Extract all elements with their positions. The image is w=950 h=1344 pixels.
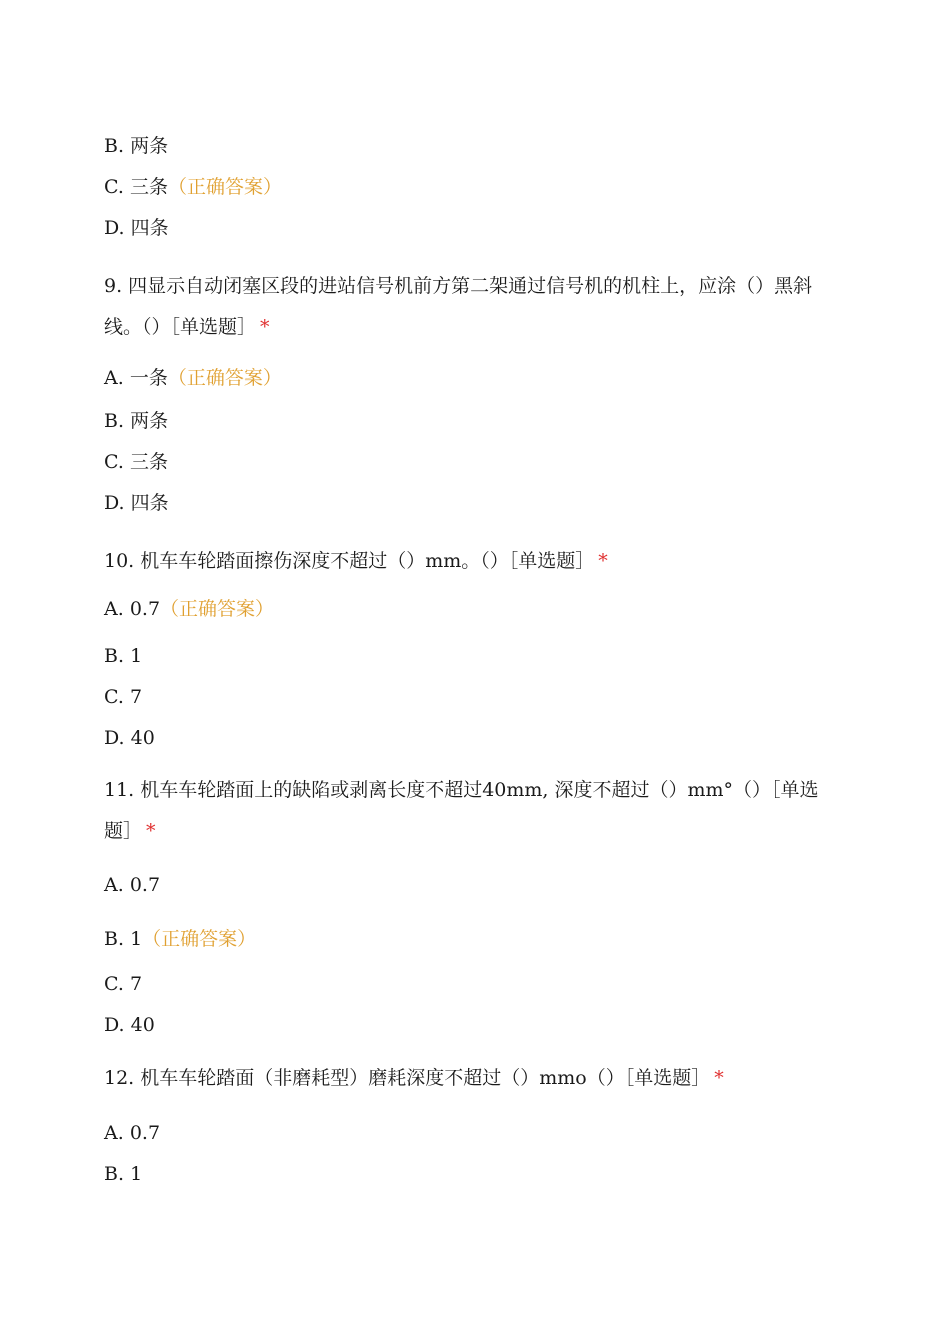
option-label: A.: [104, 367, 124, 389]
option-label: A.: [104, 1122, 124, 1144]
option-prev-c: [104, 175, 282, 199]
option-label: B.: [104, 928, 125, 950]
option-label: B.: [104, 135, 125, 157]
option-text: 40: [130, 1014, 155, 1036]
option-text: 1: [130, 928, 143, 950]
option-text: 1: [130, 1163, 143, 1185]
option-text: 三条: [129, 176, 168, 198]
question-10-option-d: [104, 726, 155, 750]
question-11-text: [104, 770, 844, 852]
question-11-option-b: [104, 927, 256, 951]
option-prev-d: [104, 216, 169, 240]
question-number: 11.: [104, 779, 135, 801]
question-10-text: [104, 549, 608, 573]
option-text: 两条: [130, 410, 169, 432]
question-11-option-a: [104, 873, 160, 897]
option-text: 一条: [129, 367, 168, 389]
option-label: D.: [104, 217, 125, 239]
question-body: 四显示自动闭塞区段的进站信号机前方第二架通过信号机的机柱上，应涂（）黑斜线。（）［单选题］: [104, 275, 813, 338]
option-label: D.: [104, 727, 125, 749]
option-text: 0.7: [129, 874, 161, 896]
question-12-text: [104, 1066, 724, 1090]
option-label: B.: [104, 645, 125, 667]
question-body: 机车车轮踏面上的缺陷或剥离长度不超过40mm, 深度不超过（）mm°（）［单选题］: [104, 779, 819, 842]
option-text: 7: [129, 686, 143, 708]
question-12-option-a: [104, 1121, 160, 1145]
question-12-option-b: [104, 1162, 142, 1186]
option-label: B.: [104, 1163, 125, 1185]
question-body: 机车车轮踏面擦伤深度不超过（）mm。（）［单选题］: [140, 550, 595, 572]
option-label: A.: [104, 598, 124, 620]
option-text: 四条: [130, 492, 169, 514]
option-label: C.: [104, 451, 124, 473]
question-10-option-c: [104, 685, 142, 709]
option-label: C.: [104, 176, 124, 198]
option-text: 0.7: [129, 1122, 161, 1144]
question-9-option-a: [104, 366, 282, 390]
correct-answer-mark: （正确答案）: [142, 928, 257, 950]
question-11-option-d: [104, 1013, 155, 1037]
question-number: 12.: [104, 1067, 135, 1089]
required-mark: *: [598, 550, 608, 572]
option-text: 1: [130, 645, 143, 667]
question-9-option-b: [104, 409, 168, 433]
question-body: 机车车轮踏面（非磨耗型）磨耗深度不超过（）mmo（）［单选题］: [140, 1067, 711, 1089]
question-10-option-b: [104, 644, 142, 668]
correct-answer-mark: （正确答案）: [167, 367, 282, 389]
option-label: D.: [104, 1014, 125, 1036]
correct-answer-mark: （正确答案）: [160, 598, 275, 620]
option-label: C.: [104, 686, 124, 708]
option-label: C.: [104, 973, 124, 995]
question-9-text: [104, 266, 844, 348]
option-label: B.: [104, 410, 125, 432]
option-text: 三条: [129, 451, 168, 473]
required-mark: *: [260, 316, 270, 338]
option-text: 40: [130, 727, 155, 749]
required-mark: *: [714, 1067, 724, 1089]
question-10-option-a: [104, 597, 274, 621]
question-number: 10.: [104, 550, 135, 572]
option-prev-b: [104, 134, 168, 158]
option-text: 0.7: [129, 598, 161, 620]
option-text: 7: [129, 973, 143, 995]
option-label: A.: [104, 874, 124, 896]
option-text: 四条: [130, 217, 169, 239]
question-9-option-c: [104, 450, 168, 474]
required-mark: *: [146, 820, 156, 842]
question-9-option-d: [104, 491, 169, 515]
correct-answer-mark: （正确答案）: [167, 176, 282, 198]
option-text: 两条: [130, 135, 169, 157]
question-number: 9.: [104, 275, 123, 297]
question-11-option-c: [104, 972, 142, 996]
option-label: D.: [104, 492, 125, 514]
